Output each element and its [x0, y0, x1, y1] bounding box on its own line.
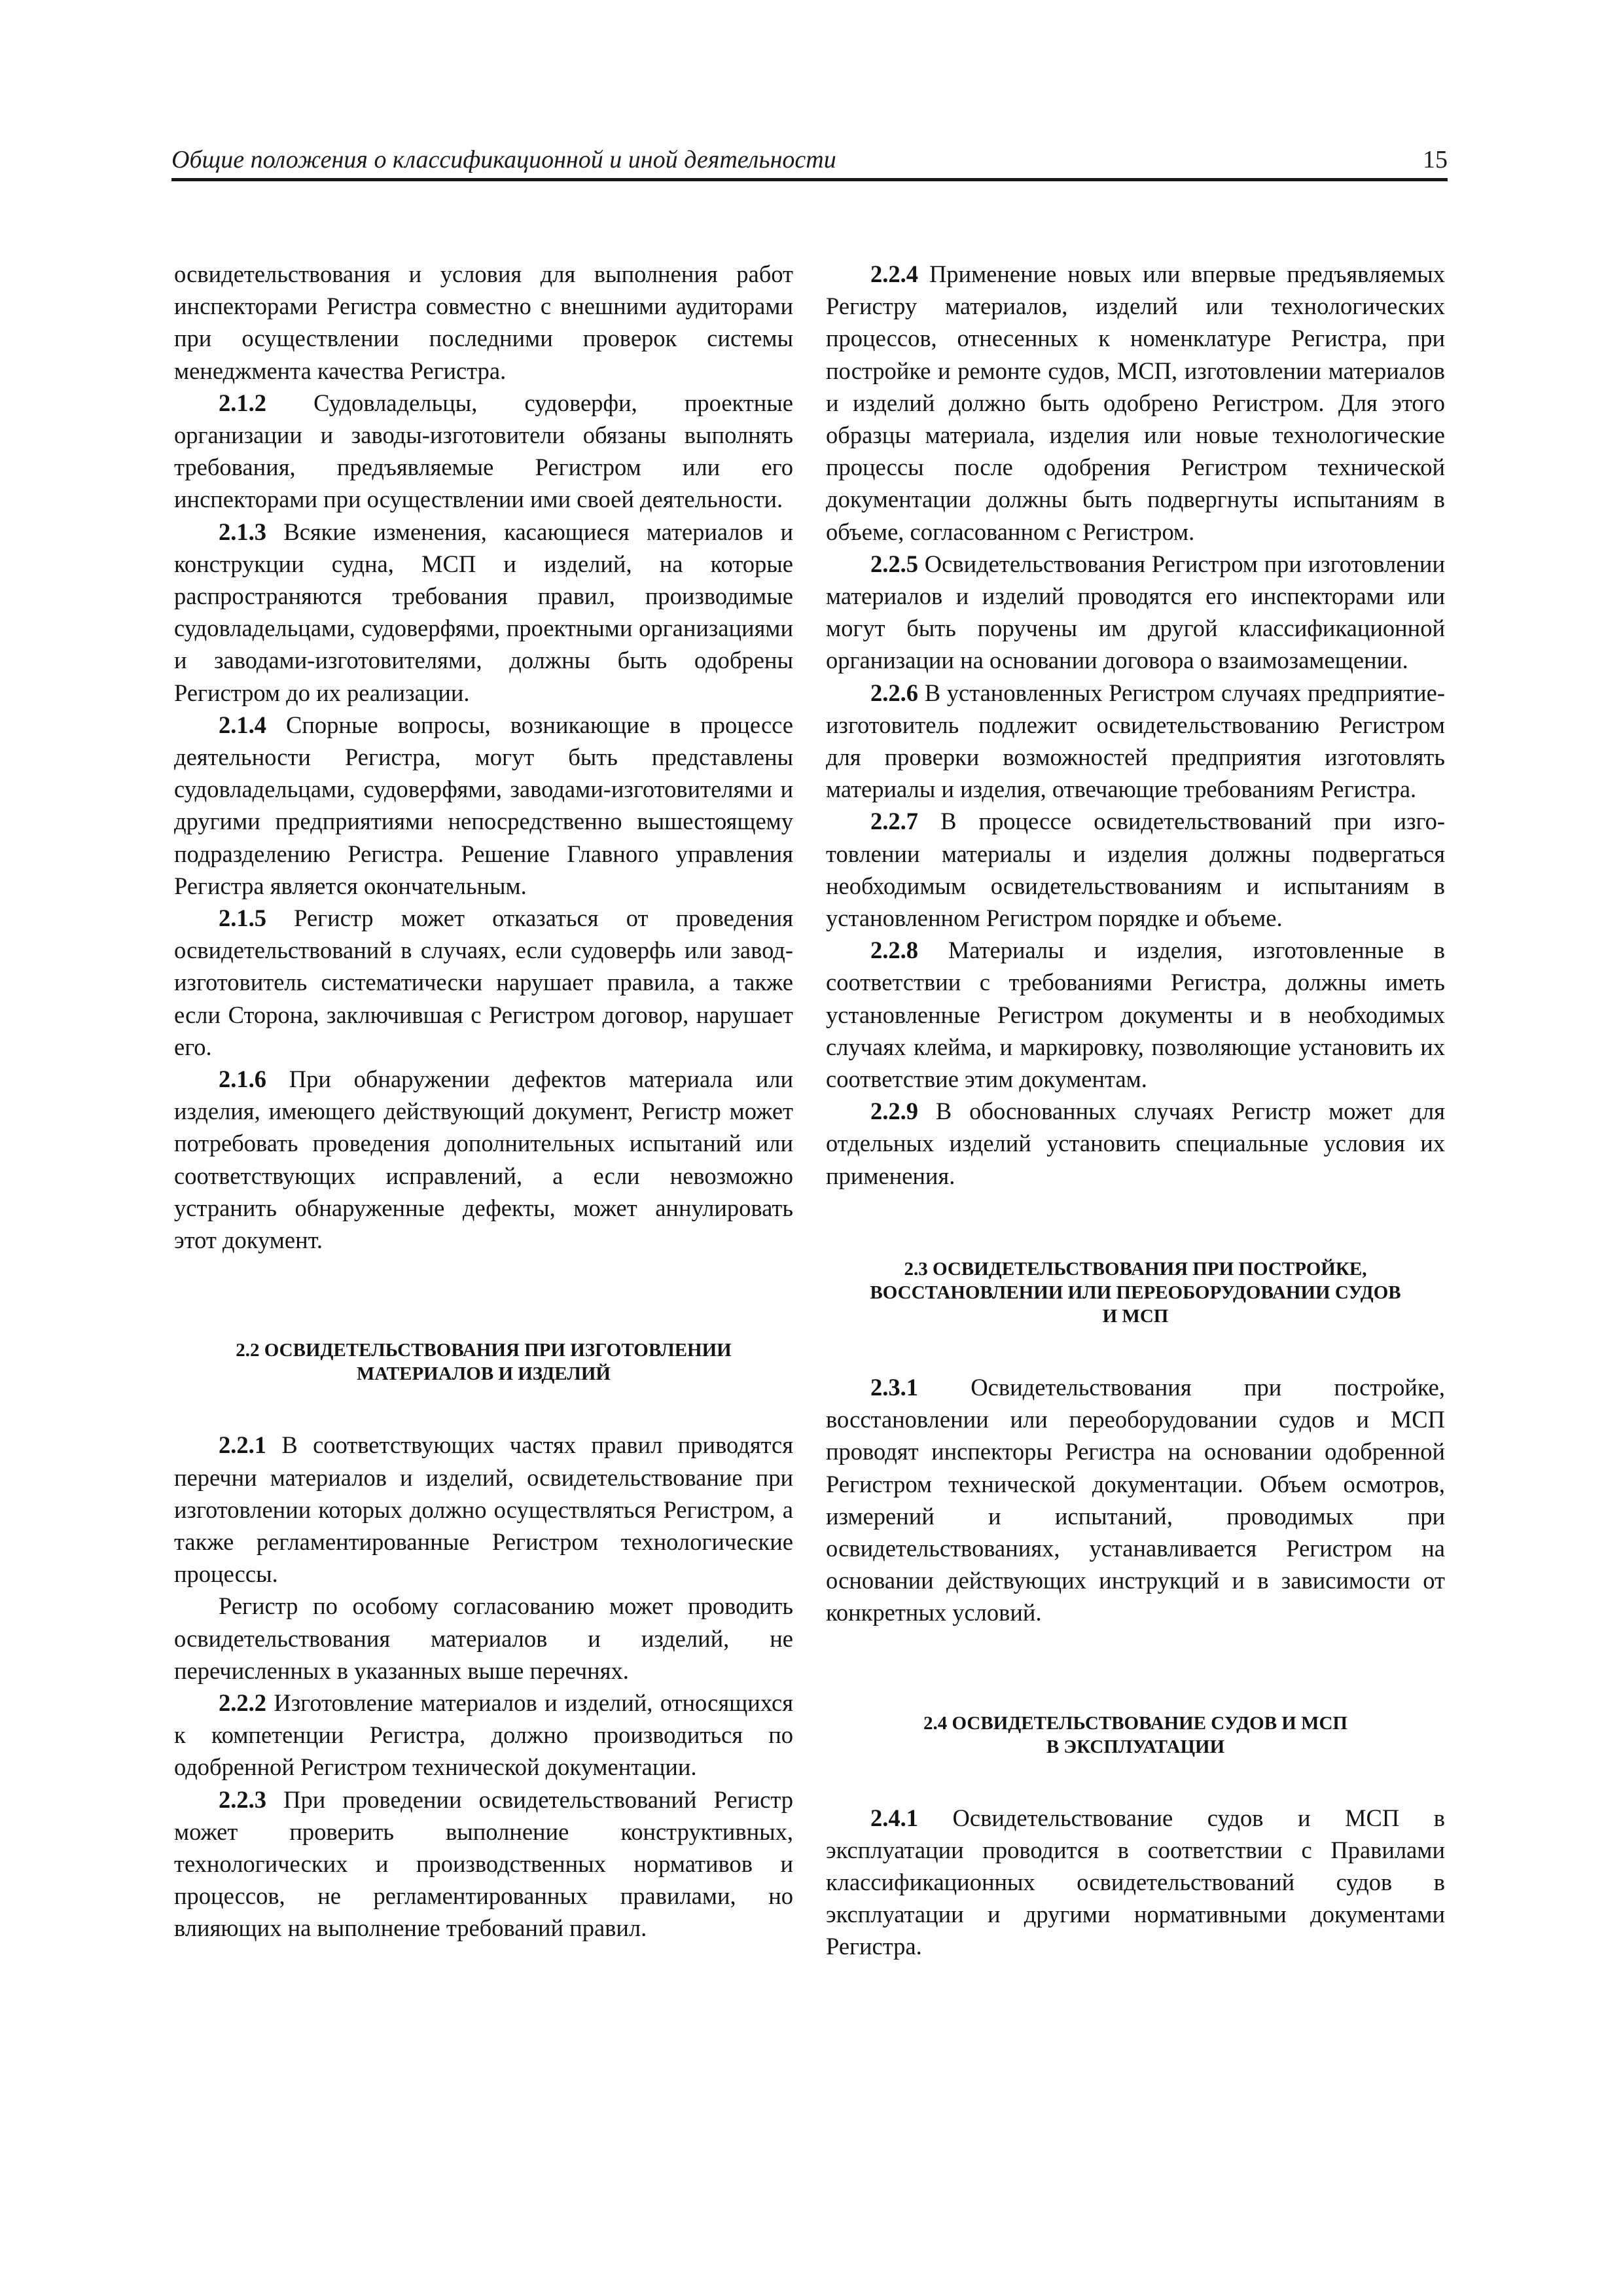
right-column: [826, 258, 1445, 1963]
clause-number: 2.2.1: [219, 1431, 266, 1459]
section-heading-2-2: [174, 1338, 793, 1386]
clause-number: 2.2.9: [870, 1098, 918, 1125]
left-column: [174, 258, 793, 1945]
section-heading-line: 2.3 ОСВИДЕТЕЛЬСТВОВАНИЯ ПРИ ПОСТРОЙКЕ,: [904, 1258, 1367, 1280]
paragraph-2-2-9: [826, 1095, 1445, 1192]
clause-number: 2.3.1: [870, 1373, 918, 1401]
paragraph-2-1-3: [174, 516, 793, 709]
clause-number: 2.2.2: [219, 1689, 266, 1716]
section-heading-2-4: [826, 1712, 1445, 1759]
paragraph-2-2-7: [826, 805, 1445, 934]
clause-number: 2.1.5: [219, 905, 266, 932]
paragraph-text: Изготовление материалов и изделий, относящихся к компетенции Регистра, должно производиться по одобренной Регистром технической документации.: [174, 1689, 793, 1781]
clause-number: 2.1.3: [219, 518, 266, 545]
paragraph-2-1-6: [174, 1063, 793, 1256]
paragraph-2-3-1: [826, 1371, 1445, 1629]
section-heading-line: 2.4 ОСВИДЕТЕЛЬСТВОВАНИЕ СУДОВ И МСП: [923, 1712, 1347, 1734]
paragraph-2-2-3: [174, 1784, 793, 1945]
paragraph-text: В соответствующих частях правил приводятся перечни материалов и изделий, освидетельствование при изготовлении которых должно осуществляться Регистром, а также регламентированные Регистром технологические процессы.: [174, 1431, 793, 1588]
paragraph-text: Освидетельствования Регистром при изготовлении материалов и изделий проводятся его инспекторами или могут быть поручены им другой классификационной организации на основании договора о взаимозамещении.: [826, 550, 1445, 674]
paragraph-text: При проведении освидетельствований Регистр может проверить выполнение конструктивных, технологических и производственных нормативов и процессов, не регламентированных правилами, но влияющих на выполнение требований правил.: [174, 1785, 793, 1942]
clause-number: 2.2.3: [219, 1785, 266, 1813]
paragraph-text: Регистр может отказаться от проведения освидетельствований в случаях, если судоверфь или завод-изготовитель систематически нарушает правила, а также если Сторона, заключившая с Регистром договор, нарушает его.: [174, 905, 793, 1060]
paragraph-text: Освидетельствование судов и МСП в эксплуатации проводится в соответствии с Правилами классификационных освидетельствований судов в эксплуатации и другими нормативными документами Регистра.: [826, 1804, 1445, 1960]
section-heading-line: 2.2 ОСВИДЕТЕЛЬСТВОВАНИЯ ПРИ ИЗГОТОВЛЕНИИ: [236, 1340, 732, 1361]
paragraph-text: В установленных Регистром случаях предприятие-изготовитель подлежит освидетельствованию Регистром для проверки возможностей предприятия изготовлять материалы и изделия, отвечающие требованиям Регистра.: [826, 679, 1445, 803]
paragraph-2-2-5: [826, 548, 1445, 677]
paragraph-2-2-8: [826, 934, 1445, 1095]
clause-number: 2.2.4: [870, 260, 918, 287]
paragraph-text: Материалы и изделия, изготовленные в соответствии с требованиями Регистра, должны иметь установленные Регистром документы и в необходимых случаях клейма, и маркировку, позволяющие установить их соответствие этим документам.: [826, 937, 1445, 1093]
paragraph-text: При обнаружении дефектов материала или изделия, имеющего действующий документ, Регистр может потребовать проведения дополнительных испытаний или соответствующих исправлений, а если невозможно устранить обнаруженные дефекты, может аннулировать этот документ.: [174, 1066, 793, 1254]
paragraph-text: В обоснованных случаях Регистр может для отдельных изделий установить специальные условия их применения.: [826, 1098, 1445, 1189]
clause-number: 2.1.2: [219, 389, 266, 416]
clause-number: 2.1.6: [219, 1066, 266, 1093]
section-heading-line: МАТЕРИАЛОВ И ИЗДЕЛИЙ: [357, 1363, 611, 1385]
paragraph-text: Спорные вопросы, возникающие в процессе деятельности Регистра, могут быть представлены судовладельцами, судоверфями, заводами-изготовителями и другими предприятиями непосредственно вышестоящему подразделению Регистра. Решение Главного управления Регистра является окончательным.: [174, 711, 793, 899]
paragraph-text: Всякие изменения, касающиеся материалов и конструкции судна, МСП и изделий, на которые распространяются требования правил, производимые судовладельцами, судоверфями, проектными организациями и заводами-изготовителями, должны быть одобрены Регистром до их реализации.: [174, 518, 793, 706]
running-header: [171, 139, 1448, 181]
page-number: 15: [1423, 146, 1448, 173]
paragraph-2-2-2: [174, 1687, 793, 1784]
paragraph-text: Освидетельствования при постройке, восстановлении или переоборудовании судов и МСП проводят инспекторы Регистра на основании одобренной Регистром технической документации. Объем осмотров, измерений и испытаний, проводимых при освидетельствованиях, устанавливается Регистром на основании действующих инструкций и в зависимости от конкретных условий.: [826, 1373, 1445, 1626]
section-heading-line: ВОССТАНОВЛЕНИИ ИЛИ ПЕРЕОБОРУДОВАНИИ СУДОВ: [870, 1282, 1401, 1303]
paragraph-2-2-4: [826, 258, 1445, 548]
clause-number: 2.2.6: [870, 679, 918, 706]
running-title: Общие положения о классификационной и иной деятельности: [171, 146, 836, 173]
paragraph-text: Судовладельцы, судоверфи, проектные организации и заводы-изготовители обязаны выполнять требования, предъявляемые Регистром или его инспекторами при осуществлении ими своей деятельности.: [174, 389, 793, 513]
paragraph-2-1-4: [174, 709, 793, 902]
section-heading-2-3: [826, 1257, 1445, 1328]
paragraph-2-2-6: [826, 677, 1445, 806]
clause-number: 2.2.7: [870, 808, 918, 835]
section-heading-line: И МСП: [1102, 1305, 1169, 1327]
paragraph-continuation: освидетельствования и условия для выполнения работ инспекторами Регистра совместно с внешними аудиторами при осуществлении последними проверок системы менеджмента качества Регистра.: [174, 260, 793, 384]
clause-number: 2.1.4: [219, 711, 266, 738]
paragraph-2-2-1-note: Регистр по особому согласованию может проводить освидетельствования материалов и изделий, не перечисленных в указанных выше перечнях.: [174, 1592, 793, 1684]
paragraph-text: В процессе освидетельствований при изготовлении материалы и изделия должны подвергаться необходимым освидетельствованиям и испытаниям в установленном Регистром порядке и объеме.: [826, 808, 1445, 932]
paragraph-2-2-1: [174, 1429, 793, 1590]
section-heading-line: В ЭКСПЛУАТАЦИИ: [1046, 1736, 1225, 1757]
paragraph-2-1-2: [174, 387, 793, 516]
clause-number: 2.2.5: [870, 550, 918, 577]
paragraph-text: Применение новых или впервые предъявляемых Регистру материалов, изделий или технологических процессов, отнесенных к номенклатуре Регистра, при постройке и ремонте судов, МСП, изготовлении материалов и изделий должно быть одобрено Регистром. Для этого образцы материала, изделия или новые технологические процессы после одобрения Регистром технической документации должны быть подвергнуты испытаниям в объеме, согласованном с Регистром.: [826, 260, 1445, 545]
clause-number: 2.4.1: [870, 1804, 918, 1831]
paragraph-2-1-5: [174, 902, 793, 1063]
clause-number: 2.2.8: [870, 937, 918, 964]
paragraph-2-4-1: [826, 1802, 1445, 1963]
